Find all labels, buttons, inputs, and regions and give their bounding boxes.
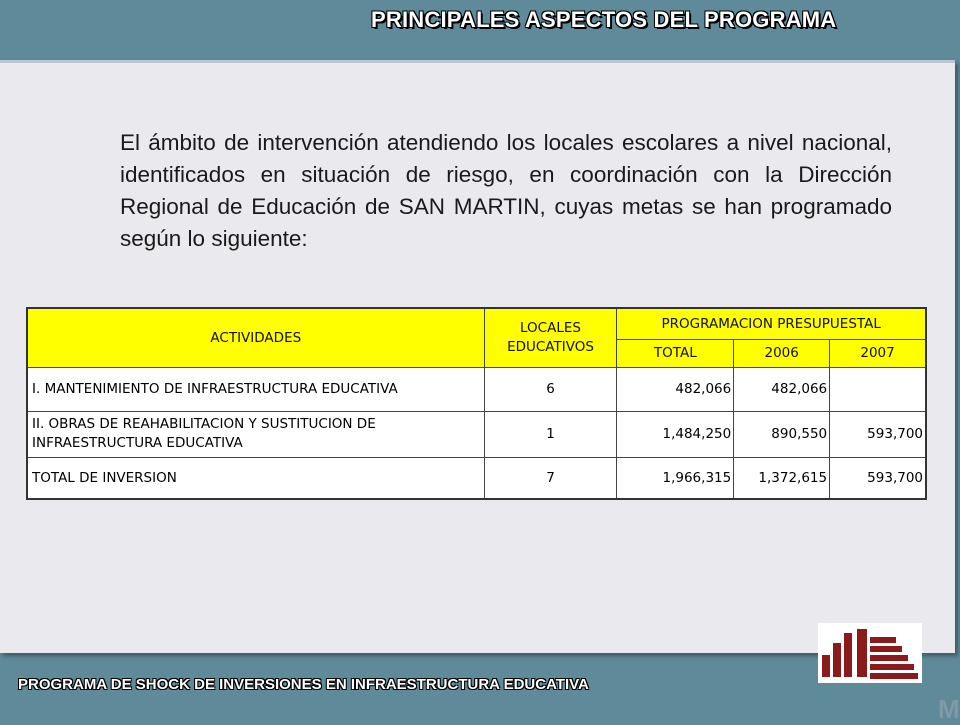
corner-logo-icon: M bbox=[938, 694, 960, 724]
header-locales: LOCALES EDUCATIVOS bbox=[484, 308, 617, 367]
bar-chart-logo-icon bbox=[818, 623, 922, 683]
row-2007 bbox=[830, 367, 926, 411]
header-2007: 2007 bbox=[830, 339, 926, 367]
row-2006: 482,066 bbox=[734, 367, 830, 411]
row-locales: 1 bbox=[484, 411, 617, 457]
header-programacion: PROGRAMACION PRESUPUESTAL bbox=[617, 308, 926, 339]
row-total: 1,484,250 bbox=[617, 411, 734, 457]
row-locales: 7 bbox=[484, 457, 617, 499]
budget-table bbox=[26, 307, 927, 500]
row-2007: 593,700 bbox=[830, 457, 926, 499]
row-actividad: II. OBRAS DE REAHABILITACION Y SUSTITUCION DE INFRAESTRUCTURA EDUCATIVA bbox=[27, 411, 484, 457]
table-row bbox=[27, 411, 926, 457]
row-actividad: I. MANTENIMIENTO DE INFRAESTRUCTURA EDUCATIVA bbox=[27, 367, 484, 411]
header-actividades: ACTIVIDADES bbox=[27, 308, 484, 367]
header-2006: 2006 bbox=[734, 339, 830, 367]
footer-program-name: PROGRAMA DE SHOCK DE INVERSIONES EN INFRAESTRUCTURA EDUCATIVA bbox=[18, 676, 589, 693]
row-locales: 6 bbox=[484, 367, 617, 411]
row-actividad: TOTAL DE INVERSION bbox=[27, 457, 484, 499]
row-total: 482,066 bbox=[617, 367, 734, 411]
page-title: PRINCIPALES ASPECTOS DEL PROGRAMA bbox=[371, 7, 837, 32]
row-2006: 890,550 bbox=[734, 411, 830, 457]
row-total: 1,966,315 bbox=[617, 457, 734, 499]
table-row bbox=[27, 457, 926, 499]
header-total: TOTAL bbox=[617, 339, 734, 367]
row-2007: 593,700 bbox=[830, 411, 926, 457]
row-2006: 1,372,615 bbox=[734, 457, 830, 499]
table-row bbox=[27, 367, 926, 411]
intro-paragraph: El ámbito de intervención atendiendo los locales escolares a nivel nacional, identificados en situación de riesgo, en coordinación con la Dirección Regional de Educación de SAN MARTIN, cuyas metas se han programado según lo siguiente: bbox=[120, 130, 892, 251]
